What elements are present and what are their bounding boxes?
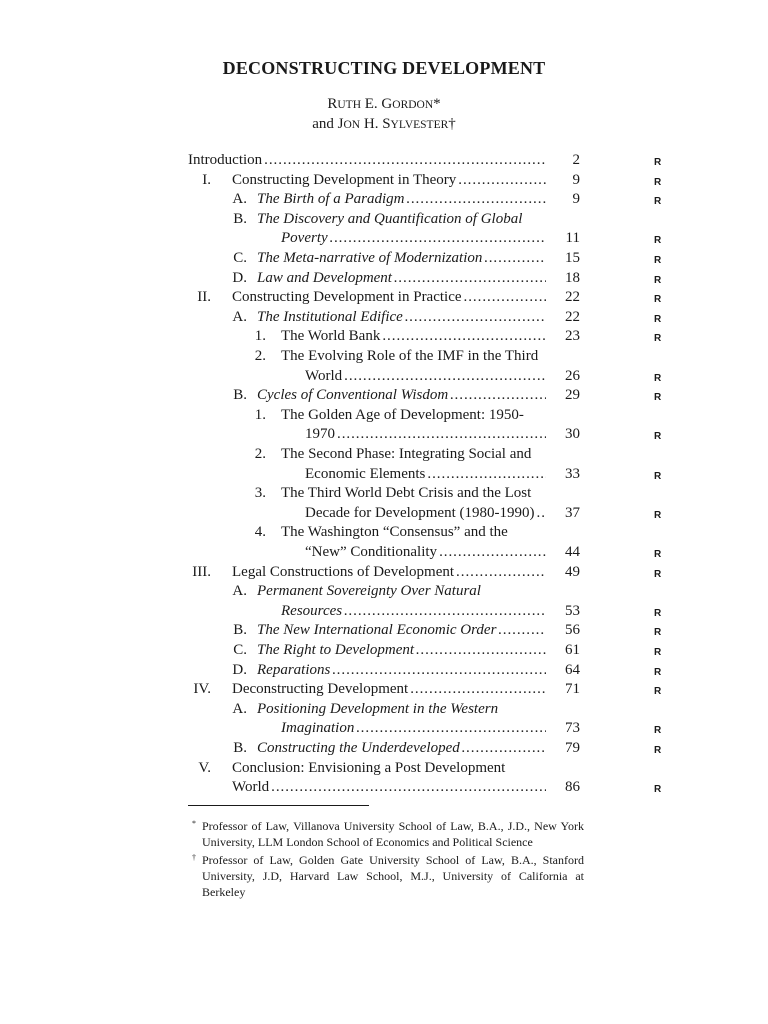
author-footnote-mark[interactable]: † (448, 116, 456, 132)
toc-page-number: 73 (565, 720, 580, 737)
r-marker[interactable]: R (654, 509, 662, 521)
toc-entry-title: The Birth of a Paradigm (257, 191, 405, 208)
author-first-rest: ON (343, 119, 361, 131)
dot-leader (450, 385, 546, 405)
toc-row (0, 248, 768, 268)
r-marker[interactable]: R (654, 294, 662, 306)
toc-entry[interactable] (281, 346, 546, 366)
toc-row (0, 640, 768, 660)
footnote-2 (192, 852, 584, 900)
dot-leader (394, 268, 546, 288)
toc-page-number: 9 (572, 191, 580, 208)
toc-row (0, 503, 768, 523)
r-marker[interactable]: R (654, 176, 662, 188)
toc-row (0, 385, 768, 405)
author-first-initial: R (327, 96, 338, 112)
toc-row (0, 326, 768, 346)
footnote-mark: * (192, 819, 196, 828)
dot-leader (427, 464, 546, 484)
toc-entry[interactable] (257, 581, 546, 601)
toc-row (0, 738, 768, 758)
dot-leader (330, 228, 546, 248)
toc-row (0, 483, 768, 503)
toc-entry-title: Cycles of Conventional Wisdom (257, 387, 449, 404)
toc-row (0, 542, 768, 562)
toc-row (0, 718, 768, 738)
toc-entry[interactable] (232, 777, 546, 797)
toc-entry[interactable] (257, 248, 546, 268)
author-prefix: and (312, 116, 338, 132)
toc-row (0, 170, 768, 190)
toc-row (0, 405, 768, 425)
toc-entry-number: V. (198, 759, 211, 776)
author-last-initial: S (382, 116, 391, 132)
r-marker[interactable]: R (654, 666, 662, 678)
toc-entry-title: Permanent Sovereignty Over Natural (257, 583, 481, 600)
dot-leader (382, 326, 546, 346)
author-middle: E. (361, 96, 382, 112)
toc-entry[interactable] (281, 718, 546, 738)
r-marker[interactable]: R (654, 745, 662, 756)
toc-entry-title: Legal Constructions of Development (232, 563, 455, 580)
dot-leader (344, 366, 546, 386)
toc-row (0, 268, 768, 288)
toc-row (0, 150, 768, 170)
r-marker[interactable]: R (654, 196, 662, 208)
toc-entry-title: Conclusion: Envisioning a Post Development (232, 759, 506, 776)
toc-entry-title: Constructing Development in Theory (232, 171, 457, 188)
dot-leader (498, 620, 546, 640)
footnote-rule (188, 805, 369, 806)
toc-row (0, 287, 768, 307)
dot-leader (458, 170, 546, 190)
toc-row (0, 366, 768, 386)
toc-row (0, 346, 768, 366)
r-marker[interactable]: R (654, 313, 662, 325)
toc-entry-number: 2. (254, 446, 266, 462)
r-marker[interactable]: R (654, 784, 662, 796)
r-marker[interactable]: R (654, 274, 662, 286)
toc-row (0, 601, 768, 621)
toc-entry-title: World (305, 367, 343, 384)
footnote-mark: † (192, 853, 196, 862)
toc-entry-title: Constructing Development in Practice (232, 289, 462, 306)
dot-leader (456, 562, 546, 582)
toc-entry[interactable] (281, 483, 546, 503)
toc-entry-title: Resources (281, 602, 343, 619)
toc-entry-title: The Discovery and Quantification of Global (257, 210, 523, 227)
toc-entry-number: B. (233, 210, 247, 227)
toc-row (0, 522, 768, 542)
toc-page-number: 71 (565, 681, 580, 698)
toc-entry-title: Deconstructing Development (232, 681, 409, 698)
toc-entry-number: B. (233, 622, 247, 639)
toc-entry-number: B. (233, 387, 247, 404)
toc-entry-title: The Second Phase: Integrating Social and (281, 446, 532, 462)
toc-entry-title: The Right to Development (257, 642, 415, 658)
toc-entry-number: A. (232, 191, 247, 208)
toc-entry[interactable] (257, 189, 546, 209)
dot-leader (332, 660, 546, 680)
toc-entry-number: 2. (254, 348, 266, 364)
toc-entry-title: World (232, 779, 270, 796)
toc-row (0, 620, 768, 640)
toc-page-number: 29 (565, 387, 580, 404)
r-marker[interactable]: R (654, 372, 662, 384)
r-marker[interactable]: R (654, 725, 662, 737)
toc-entry-number: 4. (254, 524, 266, 541)
toc-entry-number: III. (192, 563, 211, 580)
r-marker[interactable]: R (654, 686, 662, 698)
toc-entry[interactable] (257, 620, 546, 640)
dot-leader (462, 738, 546, 758)
toc-entry[interactable] (232, 170, 546, 190)
toc-entry[interactable] (257, 307, 546, 327)
toc-entry-title: The Washington “Consensus” and the (281, 524, 508, 541)
r-marker[interactable]: R (654, 607, 662, 619)
dot-leader (464, 287, 546, 307)
author-last-rest: YLVESTER (390, 119, 449, 131)
toc-entry[interactable] (257, 209, 546, 229)
toc-entry[interactable] (305, 366, 546, 386)
toc-entry-number: II. (197, 289, 211, 306)
toc-entry[interactable] (281, 522, 546, 542)
author-footnote-mark[interactable]: * (433, 96, 441, 112)
toc-entry-title: “New” Conditionality (305, 544, 438, 560)
toc-page-number: 26 (565, 367, 580, 384)
toc-entry-title: Law and Development (257, 269, 392, 286)
dot-leader (264, 150, 546, 170)
toc-page-number: 79 (565, 740, 580, 756)
toc-entry[interactable] (281, 601, 546, 621)
toc-entry-title: The Third World Debt Crisis and the Lost (281, 485, 532, 502)
toc-entry[interactable] (281, 444, 546, 464)
author-first-initial: J (337, 116, 344, 132)
toc-row (0, 189, 768, 209)
toc-entry-number: C. (233, 642, 247, 658)
toc-entry[interactable] (305, 542, 546, 562)
toc-entry[interactable] (232, 679, 546, 699)
r-marker[interactable]: R (654, 333, 662, 345)
toc-entry-title: Decade for Development (1980-1990) (305, 504, 535, 521)
toc-entry[interactable] (257, 738, 546, 758)
toc-entry[interactable] (281, 326, 546, 346)
toc-entry-title: The Golden Age of Development: 1950- (281, 406, 524, 423)
toc-row (0, 581, 768, 601)
r-marker[interactable]: R (654, 157, 662, 168)
r-marker[interactable]: R (654, 470, 662, 482)
toc-entry[interactable] (281, 405, 546, 425)
toc-page-number: 9 (572, 171, 580, 188)
toc-page-number: 49 (565, 563, 580, 580)
author-last-initial: G (381, 96, 393, 112)
toc-entry[interactable] (232, 758, 546, 778)
toc-entry-title: The Institutional Edifice (257, 308, 403, 325)
toc-entry[interactable] (305, 424, 546, 444)
footnote-text: Professor of Law, Golden Gate University School of Law, B.A., Stanford University, J.D, Harvard Law School, M.J., University of California at Berkeley (202, 853, 584, 899)
toc-row (0, 562, 768, 582)
toc-page-number: 11 (565, 230, 580, 247)
dot-leader (337, 424, 546, 444)
toc-entry-title: Positioning Development in the Western (257, 700, 499, 717)
toc-page-number: 56 (565, 622, 580, 639)
r-marker[interactable]: R (654, 647, 662, 658)
toc-page-number: 37 (565, 504, 580, 521)
toc-entry-title: Constructing the Underdeveloped (257, 740, 460, 756)
dot-leader (407, 189, 546, 209)
dot-leader (439, 542, 546, 562)
toc-entry[interactable] (232, 287, 546, 307)
toc-entry-title: Economic Elements (305, 465, 426, 482)
author-middle: H. (360, 116, 383, 132)
toc-entry-title: 1970 (305, 426, 335, 443)
toc-entry-number: D. (232, 269, 247, 286)
toc-page-number: 86 (565, 779, 580, 796)
toc-page-number: 18 (565, 269, 580, 286)
article-title: DECONSTRUCTING DEVELOPMENT (222, 58, 546, 78)
r-marker[interactable]: R (654, 392, 662, 404)
toc-entry[interactable] (305, 503, 546, 523)
toc-entry-title: The New International Economic Order (257, 622, 497, 639)
footnote-text: Professor of Law, Villanova University School of Law, B.A., J.D., New York University, LLM London School of Economics and Political Science (202, 819, 584, 849)
toc-entry-number: B. (233, 740, 247, 756)
toc-entry-title: The World Bank (281, 328, 381, 345)
toc-entry[interactable] (305, 464, 546, 484)
toc-entry[interactable] (281, 228, 546, 248)
toc-row (0, 209, 768, 229)
toc-entry-number: C. (233, 250, 247, 266)
toc-row (0, 307, 768, 327)
dot-leader (416, 640, 546, 660)
toc-entry-number: 1. (254, 328, 266, 345)
toc-entry-title: The Meta-narrative of Modernization (257, 250, 483, 266)
toc-entry[interactable] (257, 660, 546, 680)
toc-entry-title: Introduction (188, 152, 263, 168)
footnote-1 (192, 818, 584, 850)
toc-row (0, 777, 768, 797)
toc-row (0, 660, 768, 680)
toc-entry[interactable] (188, 150, 546, 170)
toc-page-number: 61 (565, 642, 580, 658)
toc-entry-title: Imagination (281, 720, 355, 737)
toc-row (0, 758, 768, 778)
author-last-rest: ORDON (392, 99, 434, 111)
dot-leader (484, 248, 546, 268)
toc-entry-number: A. (232, 583, 247, 600)
toc-entry-number: IV. (193, 681, 211, 698)
toc-entry-title: Reparations (257, 661, 331, 678)
toc-entry[interactable] (257, 640, 546, 660)
dot-leader (271, 777, 546, 797)
dot-leader (344, 601, 546, 621)
toc-row (0, 679, 768, 699)
toc-entry-number: I. (202, 171, 211, 188)
toc-page-number: 30 (565, 426, 580, 443)
dot-leader (410, 679, 546, 699)
r-marker[interactable]: R (654, 235, 662, 247)
dot-leader (405, 307, 546, 327)
toc-page-number: 64 (565, 661, 580, 678)
author-first-rest: UTH (337, 99, 361, 111)
author-1 (0, 96, 768, 113)
toc-entry-number: 1. (254, 406, 266, 423)
toc-entry-title: Poverty (281, 230, 328, 247)
toc-page-number: 15 (565, 250, 580, 266)
r-marker[interactable]: R (654, 549, 662, 560)
toc-entry-number: A. (232, 308, 247, 325)
r-marker[interactable]: R (654, 627, 662, 639)
toc-entry[interactable] (257, 385, 546, 405)
toc-entry-number: D. (232, 661, 247, 678)
toc-entry[interactable] (232, 562, 546, 582)
toc-row (0, 228, 768, 248)
r-marker[interactable]: R (654, 255, 662, 266)
toc-row (0, 464, 768, 484)
r-marker[interactable]: R (654, 568, 662, 580)
toc-page-number: 2 (572, 152, 580, 168)
toc-entry-title: The Evolving Role of the IMF in the Third (281, 348, 539, 364)
dot-leader (356, 718, 546, 738)
toc-page-number: 22 (565, 289, 580, 306)
toc-entry[interactable] (257, 268, 546, 288)
r-marker[interactable]: R (654, 431, 662, 443)
toc-row (0, 424, 768, 444)
toc-page-number: 22 (565, 308, 580, 325)
toc-row (0, 444, 768, 464)
toc-entry-number: 3. (254, 485, 266, 502)
toc-row (0, 699, 768, 719)
toc-page-number: 44 (565, 544, 580, 560)
toc-entry-number: A. (232, 700, 247, 717)
toc-entry[interactable] (257, 699, 546, 719)
author-2 (0, 116, 768, 133)
toc-page-number: 53 (565, 602, 580, 619)
toc-page-number: 23 (565, 328, 580, 345)
toc-page-number: 33 (565, 465, 580, 482)
